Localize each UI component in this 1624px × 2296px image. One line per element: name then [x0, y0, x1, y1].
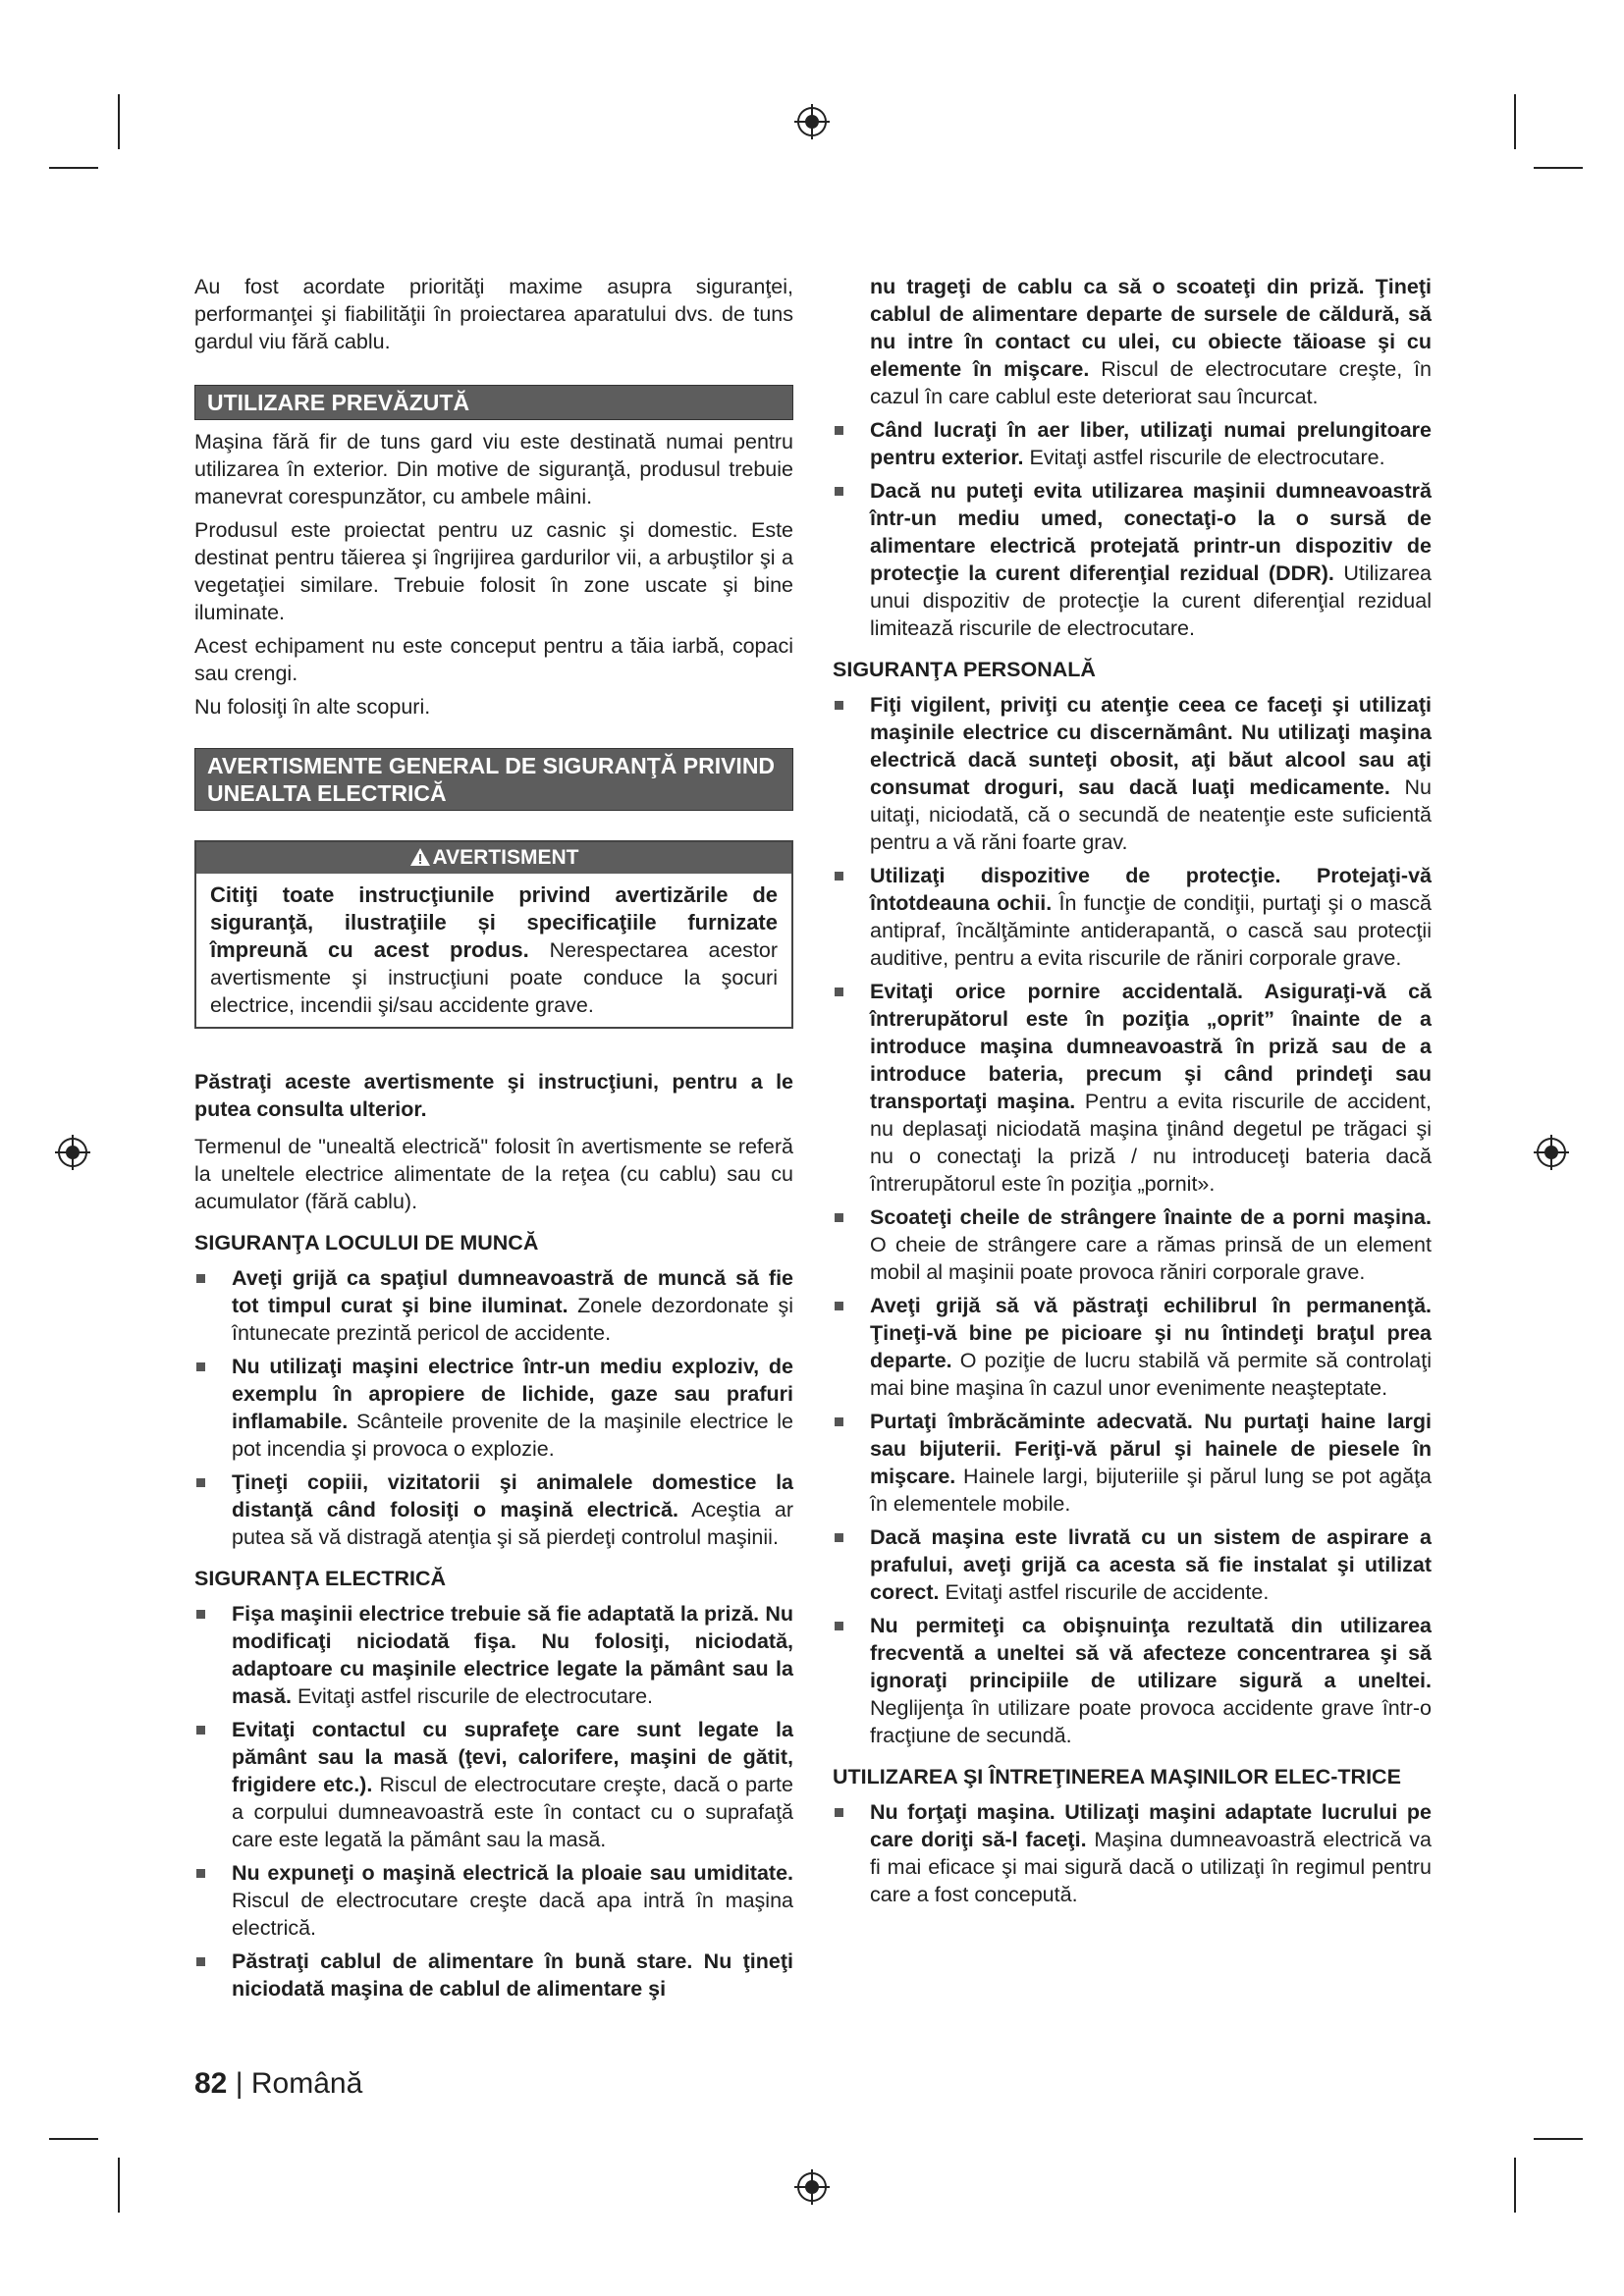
crop-mark — [118, 2158, 120, 2213]
left-column — [194, 273, 793, 2008]
intended-use-heading: UTILIZARE PREVĂZUTĂ — [194, 385, 793, 420]
page-number: 82 — [194, 2067, 228, 2100]
registration-mark-icon — [794, 104, 830, 139]
list-item: Scoateţi cheile de strângere înainte de a porni maşina. O cheie de strângere care a rămas prinsă de un element mobil al maşinii poate provoca răniri corporale grave. — [833, 1203, 1432, 1286]
right-column — [833, 273, 1432, 1914]
paragraph: Nu folosiţi în alte scopuri. — [194, 695, 431, 719]
list-item: Când lucraţi în aer liber, utilizaţi numai prelungitoare pentru exterior. Evitaţi astfel riscurile de electrocutare. — [833, 416, 1432, 471]
list-item: Nu utilizaţi maşini electrice într-un mediu exploziv, de exemplu în apropiere de lichide, gaze sau prafuri inflamabile. Scânteile provenite de la maşinile electrice le pot incendia şi provoca o explozie. — [194, 1353, 793, 1463]
warning-label: AVERTISMENT — [432, 846, 579, 869]
warning-box-body — [196, 874, 791, 1027]
work-area-heading: SIGURANŢA LOCULUI DE MUNCĂ — [194, 1231, 539, 1255]
intro-paragraph: Au fost acordate priorităţi maxime asupra siguranţei, performanţei şi fiabilităţii în proiectarea aparatului dvs. de tuns gardul viu fără cablu. — [194, 275, 793, 353]
general-warnings-heading: AVERTISMENTE GENERAL DE SIGURANŢĂ PRIVIND UNEALTA ELECTRICĂ — [194, 748, 793, 811]
work-area-list — [194, 1264, 793, 1551]
list-item: Aveţi grijă ca spaţiul dumneavoastră de muncă să fie tot timpul curat şi bine iluminat. Zonele dezordonate şi întunecate prezintă pericol de accidente. — [194, 1264, 793, 1347]
warning-box-header — [196, 842, 791, 874]
crop-mark — [1534, 167, 1583, 169]
list-item: Fişa maşinii electrice trebuie să fie adaptată la priză. Nu modificaţi niciodată fişa. Nu folosiţi, niciodată, adaptoare cu maşinile electrice legate la pământ sau la masă. Evitaţi astfel riscurile de electrocutare. — [194, 1600, 793, 1710]
electrical-safety-heading: SIGURANŢA ELECTRICĂ — [194, 1567, 447, 1590]
crop-mark — [49, 167, 98, 169]
registration-mark-icon — [1534, 1135, 1569, 1170]
crop-mark — [118, 94, 120, 149]
registration-mark-icon — [794, 2169, 830, 2205]
crop-mark — [1534, 2138, 1583, 2140]
electrical-safety-list-continued — [833, 416, 1432, 642]
keep-instructions-note: Păstraţi aceste avertismente şi instrucţiuni, pentru a le putea consulta ulterior. — [194, 1070, 793, 1121]
list-item: Dacă maşina este livrată cu un sistem de aspirare a prafului, aveţi grijă ca acesta să fie instalat şi utilizat corect. Evitaţi astfel riscurile de accidente. — [833, 1523, 1432, 1606]
list-item: Evitaţi orice pornire accidentală. Asiguraţi-vă că întrerupătorul este în poziţia „oprit” înainte de a introduce maşina dumneavoastră în priză sau de a introduce bateria, precum şi când prindeţi sau transportaţi maşina. Pentru a evita riscurile de accident, nu deplasaţi niciodată maşina ţinând degetul pe trăgaci şi nu o conectaţi la priză / nu introduceţi bateria dacă întrerupătorul este în poziţia „pornit». — [833, 978, 1432, 1198]
list-item: Ţineţi copiii, vizitatorii şi animalele domestice la distanţă când folosiţi o maşină electrică. Aceştia ar putea să vă distragă atenţia şi să pierdeţi controlul maşinii. — [194, 1468, 793, 1551]
warning-text: Nerespectarea acestor avertismente şi instrucţiuni poate conduce la şocuri electrice, incendii şi/sau accidente grave. — [210, 938, 778, 1017]
registration-mark-icon — [55, 1135, 90, 1170]
list-item: Păstraţi cablul de alimentare în bună stare. Nu ţineţi niciodată maşina de cablul de alimentare şi — [194, 1948, 793, 2002]
list-item: Nu expuneţi o maşină electrică la ploaie sau umiditate. Riscul de electrocutare creşte dacă apa intră în maşina electrică. — [194, 1859, 793, 1942]
use-care-list — [833, 1798, 1432, 1908]
paragraph: Acest echipament nu este conceput pentru a tăia iarbă, copaci sau crengi. — [194, 634, 793, 685]
continuation-paragraph: nu trageţi de cablu ca să o scoateţi din priză. Ţineţi cablul de alimentare departe de sursele de căldură, să nu intre în contact cu ulei, cu obiecte tăioase şi cu elemente în mişcare. Riscul de electrocutare creşte, în cazul în care cablul este deteriorat sau încurcat. — [870, 275, 1432, 408]
footer-separator: | — [235, 2067, 244, 2100]
warning-box — [194, 840, 793, 1029]
paragraph: Produsul este proiectat pentru uz casnic şi domestic. Este destinat pentru tăierea şi îngrijirea gardurilor vii, a arbuştilor şi a vegetaţiei similare. Trebuie folosit în zone uscate şi bine iluminate. — [194, 518, 793, 624]
paragraph: Maşina fără fir de tuns gard viu este destinată numai pentru utilizarea în exterior. Din motive de siguranţă, produsul trebuie manevrat corespunzător, cu ambele mâini. — [194, 430, 793, 508]
list-item: Utilizaţi dispozitive de protecţie. Protejaţi-vă întotdeauna ochii. În funcţie de condiţii, purtaţi şi o mască antipraf, încălţăminte antiderapantă, o cască sau protecţii auditive, pentru a evita riscurile de răniri corporale grave. — [833, 862, 1432, 972]
list-item: Dacă nu puteţi evita utilizarea maşinii dumneavoastră într-un mediu umed, conectaţi-o la o sursă de alimentare electrică protejată printr-un dispozitiv de protecţie la curent diferenţial rezidual (DDR). Utilizarea unui dispozitiv de protecţie la curent diferenţial rezidual limitează riscurile de electrocutare. — [833, 477, 1432, 642]
list-item: Aveţi grijă să vă păstraţi echilibrul în permanenţă. Ţineţi-vă bine pe picioare şi nu întindeţi braţul prea departe. O poziţie de lucru stabilă vă permite să controlaţi mai bine maşina în cazul unor evenimente neaşteptate. — [833, 1292, 1432, 1402]
list-item: Nu permiteţi ca obişnuinţa rezultată din utilizarea frecventă a uneltei să vă afecteze concentrarea şi să ignoraţi principiile de utilizare sigură a uneltei. Neglijenţa în utilizare poate provoca accidente grave într-o fracţiune de secundă. — [833, 1612, 1432, 1749]
list-item: Evitaţi contactul cu suprafeţe care sunt legate la pământ sau la masă (ţevi, calorifere, maşini de gătit, frigidere etc.). Riscul de electrocutare creşte, dacă o parte a corpului dumneavoastră este în contact cu o suprafaţă care este legată la pământ sau la masă. — [194, 1716, 793, 1853]
list-item: Nu forţaţi maşina. Utilizaţi maşini adaptate lucrului pe care doriţi să-l faceţi. Maşina dumneavoastră electrică va fi mai eficace şi mai sigură dacă o utilizaţi în regimul pentru care a fost concepută. — [833, 1798, 1432, 1908]
page-footer — [194, 2066, 362, 2102]
crop-mark — [1514, 2158, 1516, 2213]
crop-mark — [1514, 94, 1516, 149]
list-item: Fiţi vigilent, priviţi cu atenţie ceea ce faceţi şi utilizaţi maşinile electrice cu discernământ. Nu utilizaţi maşina electrică dacă sunteţi obosit, aţi băut alcool sau aţi consumat droguri, sau dacă luaţi medicamente. Nu uitaţi, niciodată, că o secundă de neatenţie este suficientă pentru a vă răni foarte grav. — [833, 691, 1432, 856]
footer-language: Română — [250, 2067, 363, 2100]
warning-triangle-icon — [409, 847, 431, 867]
list-item: Purtaţi îmbrăcăminte adecvată. Nu purtaţi haine largi sau bijuterii. Feriţi-vă părul şi hainele de piesele în mişcare. Hainele largi, bijuteriile şi părul lung se pot agăţa în elementele mobile. — [833, 1408, 1432, 1518]
electrical-safety-list — [194, 1600, 793, 2002]
warning-bold-text: Citiţi toate instrucţiunile privind avertizările de siguranţă, ilustraţiile și specificaţiile furnizate împreună cu acest produs. — [210, 882, 778, 962]
personal-safety-list — [833, 691, 1432, 1749]
personal-safety-heading: SIGURANŢA PERSONALĂ — [833, 658, 1096, 681]
crop-mark — [49, 2138, 98, 2140]
use-care-heading: UTILIZAREA ŞI ÎNTREŢINEREA MAŞINILOR ELEC-TRICE — [833, 1765, 1401, 1789]
term-definition: Termenul de "unealtă electrică" folosit în avertismente se referă la uneltele electrice alimentate de la reţea (cu cablu) sau cu acumulator (fără cablu). — [194, 1135, 793, 1213]
